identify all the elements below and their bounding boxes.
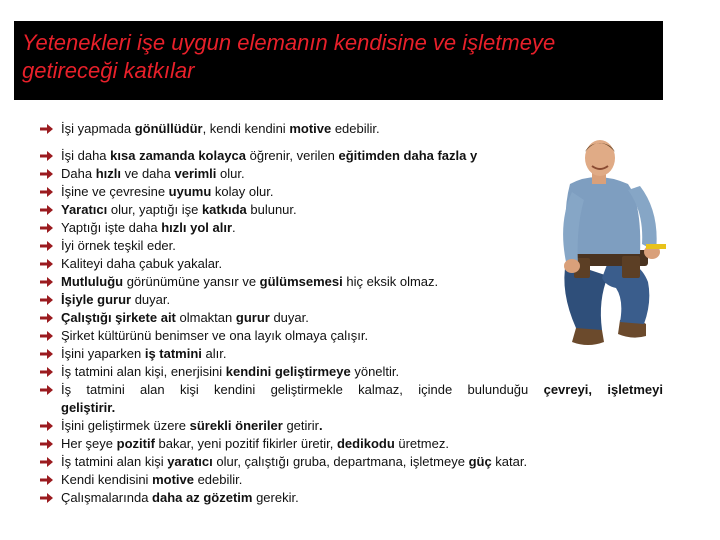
list-item (40, 237, 670, 255)
item-text: kolay olur. (211, 184, 274, 199)
item-text: İşini yaparken (61, 346, 145, 361)
emphasis-text: verimli (174, 166, 217, 181)
item-text: İşi daha (61, 148, 111, 163)
right-arrow-icon (40, 222, 53, 234)
emphasis-text: pozitif (116, 436, 155, 451)
list-item (40, 309, 670, 327)
item-text: edebilir. (193, 472, 243, 487)
list-item (40, 219, 670, 237)
right-arrow-icon (40, 240, 53, 252)
title-banner (14, 21, 663, 100)
item-text: Kendi kendisini (61, 472, 153, 487)
emphasis-text: motive (289, 121, 332, 136)
item-text: bakar, yeni pozitif fikirler üretir, (154, 436, 337, 451)
list-item (40, 435, 670, 453)
right-arrow-icon (40, 384, 53, 396)
item-text: getirir (282, 418, 319, 433)
list-item (40, 471, 670, 489)
item-text: hiç eksik olmaz. (342, 274, 439, 289)
list-item (40, 183, 670, 201)
item-text: bulunur. (246, 202, 297, 217)
emphasis-text: İşiyle gurur (61, 292, 132, 307)
list-item (40, 381, 663, 417)
list-item (40, 327, 670, 345)
emphasis-text: güç (468, 454, 492, 469)
emphasis-text: Yaratıcı (61, 202, 108, 217)
emphasis-text: gurur (235, 310, 270, 325)
item-text: İş tatmini alan kişi (61, 454, 168, 469)
right-arrow-icon (40, 204, 53, 216)
right-arrow-icon (40, 186, 53, 198)
item-text: , kendi kendini (202, 121, 290, 136)
item-text: olmaktan (175, 310, 236, 325)
item-text: üretmez. (394, 436, 449, 451)
slide-title: Yetenekleri işe uygun elemanın kendisine ve işletmeye getireceği katkılar (22, 30, 556, 83)
item-text: İşi yapmada (61, 121, 135, 136)
right-arrow-icon (40, 438, 53, 450)
list-item (40, 417, 670, 435)
item-text: Şirket kültürünü benimser ve ona layık olmaya çalışır. (61, 328, 369, 343)
right-arrow-icon (40, 492, 53, 504)
item-text: İşine ve çevresine (61, 184, 169, 199)
right-arrow-icon (40, 150, 53, 162)
item-text: alır. (201, 346, 227, 361)
list-item (40, 165, 670, 183)
emphasis-text: geliştirir. (61, 400, 116, 415)
emphasis-text: kısa zamanda kolayca (110, 148, 247, 163)
emphasis-text: gönüllüdür (134, 121, 203, 136)
item-text: İşini geliştirmek üzere (61, 418, 190, 433)
emphasis-text: iş tatmini (144, 346, 202, 361)
emphasis-text: Çalıştığı şirkete ait (61, 310, 176, 325)
item-text: duyar. (131, 292, 171, 307)
right-arrow-icon (40, 420, 53, 432)
item-text: Kaliteyi daha çabuk yakalar. (61, 256, 223, 271)
right-arrow-icon (40, 330, 53, 342)
emphasis-text: motive (152, 472, 194, 487)
right-arrow-icon (40, 474, 53, 486)
item-text: öğrenir, verilen (246, 148, 339, 163)
list-item (40, 147, 670, 165)
emphasis-text: çevreyi, işletmeyi (543, 382, 663, 397)
list-item (40, 120, 670, 138)
emphasis-text: . (318, 418, 323, 433)
list-item (40, 363, 670, 381)
item-text: gerekir. (252, 490, 299, 505)
item-text: olur, yaptığı işe (107, 202, 202, 217)
right-arrow-icon (40, 348, 53, 360)
item-text: olur. (216, 166, 245, 181)
item-text: Daha (61, 166, 96, 181)
right-arrow-icon (40, 276, 53, 288)
emphasis-text: kendini geliştirmeye (225, 364, 351, 379)
item-text: edebilir. (331, 121, 380, 136)
right-arrow-icon (40, 294, 53, 306)
item-text: İş tatmini alan kişi, enerjisini (61, 364, 226, 379)
list-item (40, 255, 670, 273)
emphasis-text: yaratıcı (167, 454, 213, 469)
item-text: Her şeye (61, 436, 117, 451)
emphasis-text: hızlı yol alır (161, 220, 233, 235)
item-text: Yaptığı işte daha (61, 220, 162, 235)
emphasis-text: hızlı (95, 166, 121, 181)
item-text: olur, çalıştığı gruba, departmana, işletmeye (212, 454, 469, 469)
item-text: görünümüne yansır ve (123, 274, 260, 289)
item-text: İyi örnek teşkil eder. (61, 238, 176, 253)
right-arrow-icon (40, 456, 53, 468)
item-text: Çalışmalarında (61, 490, 153, 505)
item-text: ve daha (120, 166, 175, 181)
item-text: . (232, 220, 236, 235)
list-item (40, 201, 670, 219)
right-arrow-icon (40, 123, 53, 135)
emphasis-text: gülümsemesi (259, 274, 343, 289)
right-arrow-icon (40, 312, 53, 324)
benefits-list (40, 120, 670, 507)
list-item (40, 273, 670, 291)
emphasis-text: Mutluluğu (61, 274, 124, 289)
item-text: katar. (491, 454, 528, 469)
emphasis-text: daha az gözetim (152, 490, 253, 505)
emphasis-text: eğitimden daha fazla y (338, 148, 478, 163)
list-item (40, 345, 670, 363)
item-text: İş tatmini alan kişi kendini geliştirmekle kalmaz, içinde bulunduğu (61, 382, 544, 397)
list-item (40, 291, 670, 309)
item-text: duyar. (269, 310, 309, 325)
list-item (40, 489, 670, 507)
list-item (40, 453, 670, 471)
emphasis-text: sürekli öneriler (189, 418, 283, 433)
right-arrow-icon (40, 258, 53, 270)
item-text: yöneltir. (350, 364, 400, 379)
right-arrow-icon (40, 366, 53, 378)
emphasis-text: uyumu (168, 184, 212, 199)
emphasis-text: katkıda (201, 202, 247, 217)
right-arrow-icon (40, 168, 53, 180)
emphasis-text: dedikodu (336, 436, 395, 451)
